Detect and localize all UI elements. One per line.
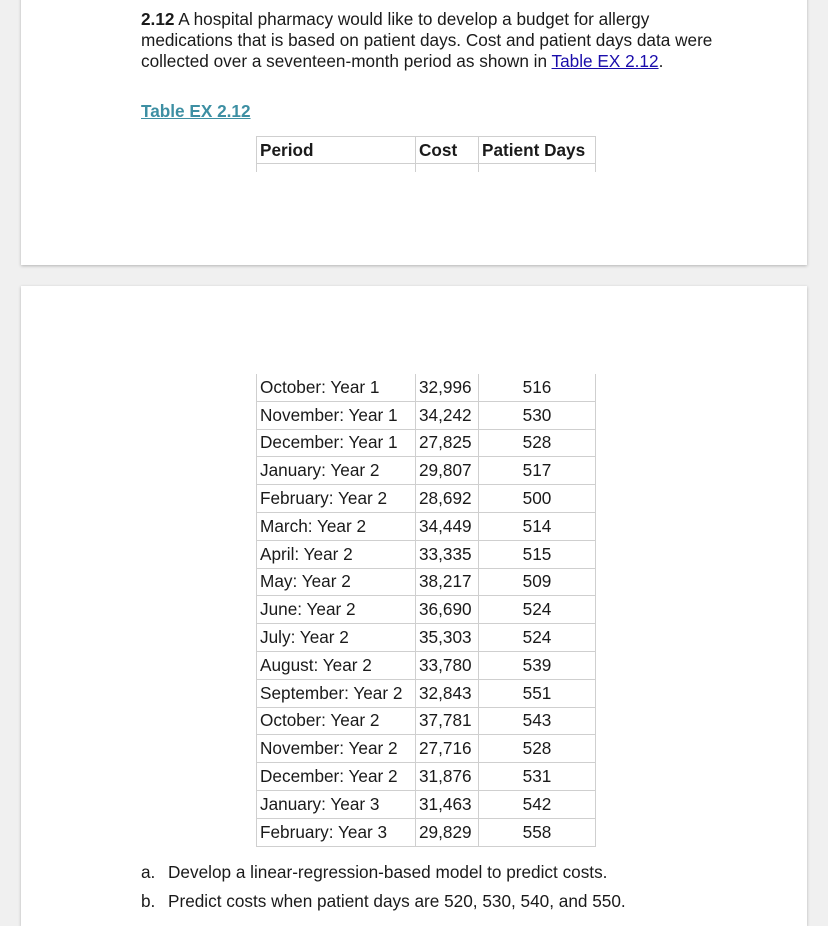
- table-row: [257, 624, 596, 652]
- table-row: [257, 429, 596, 457]
- cell-cost: 29,829: [416, 818, 479, 846]
- cell-period: April: Year 2: [257, 540, 416, 568]
- table-row: [257, 651, 596, 679]
- cell-patient-days: 500: [479, 485, 596, 513]
- header-patient-days: Patient Days: [479, 137, 596, 164]
- problem-text: A hospital pharmacy would like to develop a budget for allergy medications that is based on patient days. Cost and patient days data were collected over a seventeen-month period as shown in: [141, 9, 713, 71]
- cell-period: May: Year 2: [257, 568, 416, 596]
- data-table: [256, 374, 596, 847]
- cell-cost: 32,996: [416, 374, 479, 401]
- cell-cost: 32,843: [416, 679, 479, 707]
- cell-cost: 33,780: [416, 651, 479, 679]
- table-row: [257, 568, 596, 596]
- cell-cost: 31,463: [416, 790, 479, 818]
- cell-cost: 37,781: [416, 707, 479, 735]
- cell-cost: 33,335: [416, 540, 479, 568]
- cell-period: October: Year 2: [257, 707, 416, 735]
- cell-period: February: Year 2: [257, 485, 416, 513]
- cell-cost: 31,876: [416, 763, 479, 791]
- table-row: [257, 401, 596, 429]
- cell-patient-days: 524: [479, 596, 596, 624]
- cell-cost: 27,716: [416, 735, 479, 763]
- cell-patient-days: 524: [479, 624, 596, 652]
- cell-period: January: Year 2: [257, 457, 416, 485]
- table-row: [257, 596, 596, 624]
- cell-cost: 29,807: [416, 457, 479, 485]
- cell-period: June: Year 2: [257, 596, 416, 624]
- question-letter: b.: [141, 891, 156, 911]
- table-row: [257, 707, 596, 735]
- cell-period: October: Year 1: [257, 374, 416, 401]
- table-row: [257, 790, 596, 818]
- table-header: [256, 136, 596, 172]
- cell-patient-days: 543: [479, 707, 596, 735]
- question-letter: a.: [141, 862, 156, 882]
- table-row: [257, 485, 596, 513]
- cell-period: July: Year 2: [257, 624, 416, 652]
- cell-patient-days: 515: [479, 540, 596, 568]
- header-cost: Cost: [416, 137, 479, 164]
- cell-patient-days: 517: [479, 457, 596, 485]
- cell-patient-days: 558: [479, 818, 596, 846]
- question-a: [141, 858, 626, 887]
- cell-patient-days: 514: [479, 512, 596, 540]
- cell-period: November: Year 1: [257, 401, 416, 429]
- cell-period: September: Year 2: [257, 679, 416, 707]
- table-body: [257, 374, 596, 846]
- page-1: [21, 0, 807, 265]
- cell-patient-days: 528: [479, 429, 596, 457]
- table-row: [257, 818, 596, 846]
- cell-period: December: Year 1: [257, 429, 416, 457]
- table-row: [257, 763, 596, 791]
- cell-cost: 28,692: [416, 485, 479, 513]
- cell-period: December: Year 2: [257, 763, 416, 791]
- cell-patient-days: 516: [479, 374, 596, 401]
- table-row: [257, 512, 596, 540]
- table-row: [257, 679, 596, 707]
- cell-patient-days: 551: [479, 679, 596, 707]
- table-row: [257, 374, 596, 401]
- cell-cost: 27,825: [416, 429, 479, 457]
- cell-patient-days: 539: [479, 651, 596, 679]
- cell-cost: 34,242: [416, 401, 479, 429]
- cell-period: February: Year 3: [257, 818, 416, 846]
- cell-cost: 38,217: [416, 568, 479, 596]
- cell-patient-days: 542: [479, 790, 596, 818]
- problem-end: .: [658, 51, 664, 71]
- cell-patient-days: 531: [479, 763, 596, 791]
- table-row: [257, 457, 596, 485]
- cell-period: March: Year 2: [257, 512, 416, 540]
- cell-period: August: Year 2: [257, 651, 416, 679]
- cell-cost: 35,303: [416, 624, 479, 652]
- question-text: Predict costs when patient days are 520, 530, 540, and 550.: [168, 891, 626, 911]
- table-row: [257, 540, 596, 568]
- page-2: [21, 286, 807, 926]
- cell-patient-days: 530: [479, 401, 596, 429]
- questions-list: [141, 858, 626, 916]
- cell-cost: 34,449: [416, 512, 479, 540]
- problem-paragraph: [141, 9, 721, 72]
- table-header-row: [257, 137, 596, 164]
- cell-patient-days: 509: [479, 568, 596, 596]
- question-b: [141, 887, 626, 916]
- table-row: [257, 735, 596, 763]
- table-header-spacer: [257, 164, 596, 173]
- cell-period: November: Year 2: [257, 735, 416, 763]
- question-text: Develop a linear-regression-based model to predict costs.: [168, 862, 608, 882]
- table-caption[interactable]: Table EX 2.12: [141, 101, 251, 121]
- header-period: Period: [257, 137, 416, 164]
- table-link[interactable]: Table EX 2.12: [551, 51, 659, 71]
- problem-number: 2.12: [141, 9, 175, 29]
- cell-cost: 36,690: [416, 596, 479, 624]
- cell-period: January: Year 3: [257, 790, 416, 818]
- cell-patient-days: 528: [479, 735, 596, 763]
